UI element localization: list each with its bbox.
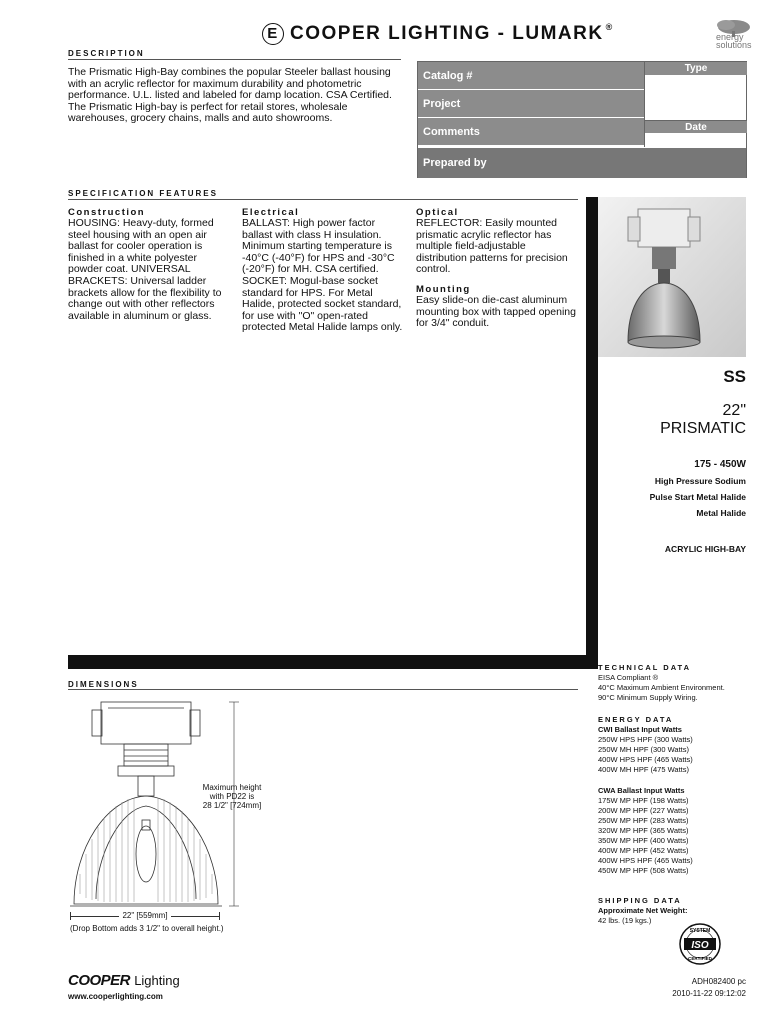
tech-line: 40°C Maximum Ambient Environment. <box>598 683 725 692</box>
electrical-text: BALLAST: High power factor ballast with class H insulation. Minimum starting temperature is -40°C (-40°F) for HPS and -30°C (-20°F) for MH. CSA certified. SOCKET: Mogul-base socket standard for HPS. For Metal Halide, protected socket standard, for use with "O" open-rated protected Metal Halide lamps only. <box>242 217 403 334</box>
iso-top-text: SYSTEM <box>689 928 711 934</box>
description-rule <box>68 59 401 60</box>
lamp-psmh: Pulse Start Metal Halide <box>649 492 746 502</box>
document-timestamp: 2010-11-22 09:12:02 <box>672 989 746 998</box>
iso-certified-badge-icon <box>678 922 722 966</box>
product-size: 22" <box>722 402 746 419</box>
drop-bottom-note: (Drop Bottom adds 3 1/2" to overall height.) <box>70 924 224 933</box>
cwi-line: 250W HPS HPF (300 Watts) <box>598 735 693 744</box>
dimensions-rule <box>68 689 578 690</box>
cwa-line: 400W MP HPF (452 Watts) <box>598 846 689 855</box>
cooper-lighting-logo: COOPER Lighting <box>68 972 180 989</box>
cwa-line: 350W MP HPF (400 Watts) <box>598 836 689 845</box>
catalog-label: Catalog # <box>418 62 644 89</box>
vertical-divider-bar <box>586 197 598 669</box>
tech-line: 90°C Minimum Supply Wiring. <box>598 693 698 702</box>
product-name: PRISMATIC <box>660 420 746 437</box>
construction-heading: Construction <box>68 207 146 218</box>
cwa-line: 250W MP HPF (283 Watts) <box>598 816 689 825</box>
cwi-line: 250W MH HPF (300 Watts) <box>598 745 689 754</box>
description-text: The Prismatic High-Bay combines the popular Steeler ballast housing with an acrylic reflector for maximum durability and photometric performance. U.L. listed and labeled for damp location. CSA Certified. The Prismatic High-bay is perfect for retail stores, wholesale warehouses, grocery chains, malls and auto showrooms. <box>68 66 392 125</box>
comments-label: Comments <box>418 118 644 145</box>
horizontal-divider-bar <box>68 655 598 669</box>
cwi-line: 400W HPS HPF (465 Watts) <box>598 755 693 764</box>
optical-heading: Optical <box>416 207 459 218</box>
shipping-heading: SHIPPING DATA <box>598 896 682 905</box>
dimensions-heading: DIMENSIONS <box>68 680 139 689</box>
iso-mid-text: ISO <box>691 940 709 951</box>
project-label: Project <box>418 90 644 117</box>
mounting-heading: Mounting <box>416 283 471 295</box>
product-code: SS <box>723 367 746 386</box>
prepared-by-label: Prepared by <box>418 148 746 178</box>
construction-column <box>68 207 228 322</box>
technical-heading: TECHNICAL DATA <box>598 663 691 672</box>
width-dimension: 22" [559mm] <box>70 911 220 920</box>
optical-text: REFLECTOR: Easily mounted prismatic acrylic reflector has multiple field-adjustable distribution patterns for precision control. <box>416 217 568 276</box>
cwi-line: 400W MH HPF (475 Watts) <box>598 765 689 774</box>
type-date-column <box>644 62 747 147</box>
date-label: Date <box>645 120 747 133</box>
tech-line: EISA Compliant ® <box>598 673 659 682</box>
cwa-line: 450W MP HPF (508 Watts) <box>598 866 689 875</box>
cwa-line: 320W MP HPF (365 Watts) <box>598 826 689 835</box>
cwa-line: 200W MP HPF (227 Watts) <box>598 806 689 815</box>
product-photo <box>598 197 746 357</box>
height-note: Maximum height with PD22 is 28 1/2" [724mm] <box>202 783 262 810</box>
brand-e-mark: E <box>262 23 284 45</box>
mounting-text: Easy slide-on die-cast aluminum mounting box with tapped opening for 3/4" conduit. <box>416 293 576 330</box>
fixture-photo-icon <box>598 197 746 357</box>
spec-heading: SPECIFICATION FEATURES <box>68 189 218 198</box>
optical-column <box>416 207 578 330</box>
iso-bottom-text: CERTIFIED <box>688 956 712 961</box>
technical-data-section <box>598 663 746 926</box>
document-id: ADH082400 pc <box>691 977 746 986</box>
cwi-heading: CWI Ballast Input Watts <box>598 725 682 734</box>
energy-heading: ENERGY DATA <box>598 715 674 724</box>
weight-value: 42 lbs. (19 kgs.) <box>598 916 652 925</box>
type-label: Type <box>645 62 747 75</box>
weight-heading: Approximate Net Weight: <box>598 906 688 915</box>
brand-title: E COOPER LIGHTING - LUMARK ® <box>262 22 614 45</box>
lamp-mh: Metal Halide <box>696 508 746 518</box>
construction-text: HOUSING: Heavy-duty, formed steel housing with an open air ballast for cooler operation is finished in a white polyester powder coat. UNIVERSAL BRACKETS: Universal ladder brackets allow for the flexibility to change out with other reflectors available in aluminum or glass. <box>68 217 222 322</box>
energy-solutions-text: energy solutions <box>716 32 752 50</box>
product-type: ACRYLIC HIGH-BAY <box>664 544 746 554</box>
electrical-column <box>242 207 404 334</box>
info-box <box>417 61 747 178</box>
electrical-heading: Electrical <box>242 207 300 218</box>
cwa-line: 400W HPS HPF (465 Watts) <box>598 856 693 865</box>
website-link[interactable]: www.cooperlighting.com <box>68 992 163 1001</box>
product-wattage: 175 - 450W <box>694 459 746 470</box>
spec-rule <box>68 199 578 200</box>
cwa-line: 175W MP HPF (198 Watts) <box>598 796 689 805</box>
lamp-hps: High Pressure Sodium <box>654 476 746 486</box>
cwa-heading: CWA Ballast Input Watts <box>598 786 685 795</box>
description-heading: DESCRIPTION <box>68 49 145 58</box>
